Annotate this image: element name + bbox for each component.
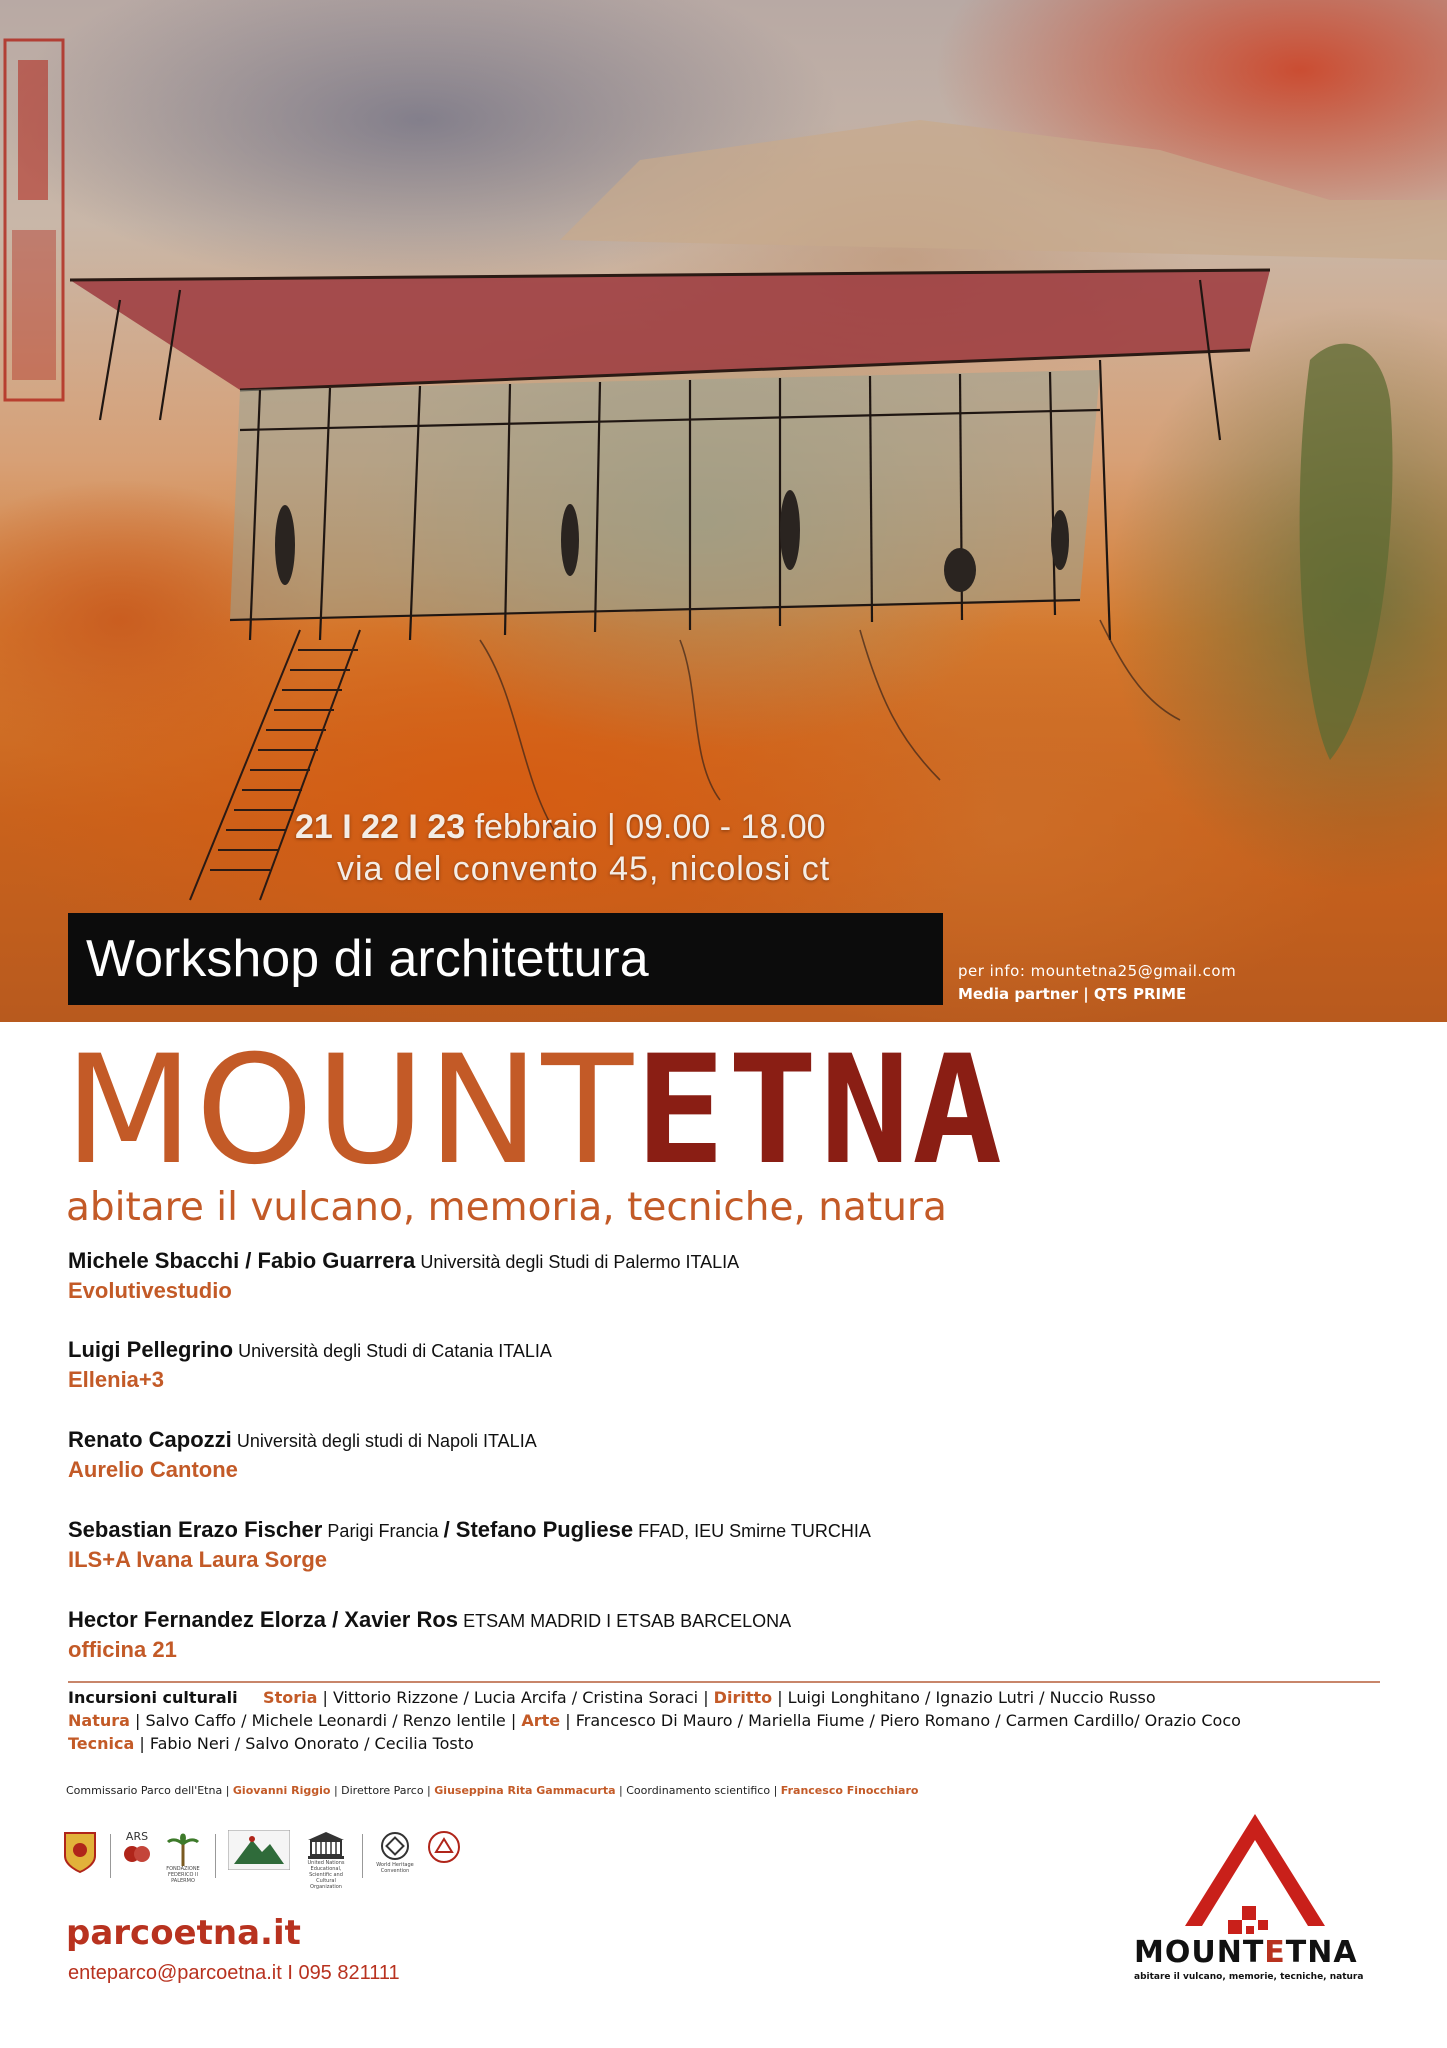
culture-cat-storia: Storia [263, 1688, 318, 1707]
culture-cat-natura: Natura [68, 1711, 130, 1730]
info-email[interactable]: per info: mountetna25@gmail.com [958, 962, 1237, 980]
world-heritage-logo [375, 1830, 415, 1874]
workshop-title: Workshop di architettura [86, 930, 649, 988]
participant-entry [68, 1607, 791, 1663]
brand-word-c: TNA [1285, 1935, 1358, 1970]
culture-label: Incursioni culturali [68, 1688, 238, 1707]
tree [1300, 344, 1393, 760]
participant-studio: ILS+A Ivana Laura Sorge [68, 1547, 327, 1572]
participant-affiliation: Università degli studi di Napoli ITALIA [236, 1431, 537, 1451]
unesco-logo [302, 1830, 350, 1890]
credits-line [66, 1784, 918, 1797]
participant-affiliation: Università degli Studi di Catania ITALIA [238, 1341, 552, 1361]
participant-affiliation: Università degli Studi di Palermo ITALIA [420, 1252, 740, 1272]
heritage-seal-logo [427, 1830, 461, 1864]
culture-row-2 [68, 1711, 1241, 1730]
heritage-seal-icon [427, 1830, 461, 1864]
participant-names-second: / Stefano Pugliese [443, 1517, 634, 1542]
unesco-temple-icon [306, 1830, 346, 1860]
event-address: via del convento 45, nicolosi ct [337, 850, 831, 888]
credit-name-2: Giuseppina Rita Gammacurta [434, 1784, 616, 1797]
participant-names: Sebastian Erazo Fischer [68, 1517, 323, 1542]
website-link[interactable]: parcoetna.it [66, 1913, 301, 1953]
hillside [560, 120, 1447, 260]
ars-emblem-icon [123, 1843, 151, 1865]
participant-studio: Aurelio Cantone [68, 1457, 238, 1482]
culture-row-1 [68, 1688, 1156, 1707]
culture-natura-people: | Salvo Caffo / Michele Leonardi / Renzo lentile | [135, 1711, 517, 1730]
participant-entry [68, 1248, 739, 1304]
logo-separator [110, 1834, 111, 1878]
credit-role-1: Commissario Parco dell'Etna | [66, 1784, 230, 1797]
fondazione-caption: FONDAZIONE FEDERICO II PALERMO [166, 1866, 200, 1884]
brand-tagline: abitare il vulcano, memorie, tecniche, natura [1134, 1972, 1364, 1982]
regione-sicilia-logo [62, 1830, 98, 1874]
participant-studio: officina 21 [68, 1637, 177, 1662]
sponsor-logos [62, 1830, 461, 1900]
participant-entry [68, 1427, 537, 1483]
brand-wordmark [1134, 1935, 1358, 1970]
credit-name-1: Giovanni Riggio [232, 1784, 331, 1797]
participant-affiliation: ETSAM MADRID I ETSAB BARCELONA [463, 1611, 792, 1631]
workshop-banner [68, 913, 943, 1005]
stamp-mark [5, 40, 63, 400]
event-hours: | 09.00 - 18.00 [606, 808, 826, 846]
contact-info[interactable]: enteparco@parcoetna.it I 095 821111 [68, 1962, 400, 1984]
participant-affiliation-second: FFAD, IEU Smirne TURCHIA [638, 1521, 871, 1541]
participant-affiliation: Parigi Francia [327, 1521, 439, 1541]
event-days: 21 I 22 I 23 [295, 808, 466, 846]
participant-names: Hector Fernandez Elorza / Xavier Ros [68, 1607, 459, 1632]
media-partner [958, 985, 1186, 1003]
culture-cat-diritto: Diritto [713, 1688, 773, 1707]
credit-role-2: | Direttore Parco | [333, 1784, 431, 1797]
parco-etna-logo [228, 1830, 290, 1870]
credit-name-3: Francesco Finocchiaro [780, 1784, 919, 1797]
culture-cat-tecnica: Tecnica [68, 1734, 135, 1753]
whc-caption: World Heritage Convention [376, 1862, 414, 1874]
participant-entry [68, 1337, 552, 1393]
culture-arte-people: | Francesco Di Mauro / Mariella Fiume / Piero Romano / Carmen Cardillo/ Orazio Coco [565, 1711, 1241, 1730]
culture-diritto-people: | Luigi Longhitano / Ignazio Lutri / Nuccio Russo [777, 1688, 1156, 1707]
sicily-crest-icon [62, 1830, 98, 1874]
unesco-caption: United Nations Educational, Scientific and Cultural Organization [307, 1860, 345, 1890]
palm-icon [166, 1830, 200, 1866]
logo-separator [362, 1834, 363, 1878]
fondazione-logo [163, 1830, 203, 1884]
participant-studio: Ellenia+3 [68, 1367, 165, 1392]
brand-word-e: E [1264, 1935, 1286, 1970]
logo-separator [215, 1834, 216, 1878]
media-partner-label: Media partner [958, 985, 1078, 1003]
main-title [64, 1024, 1005, 1198]
world-heritage-icon [379, 1830, 411, 1862]
participant-names: Michele Sbacchi / Fabio Guarrera [68, 1248, 416, 1273]
participant-names: Luigi Pellegrino [68, 1337, 234, 1362]
brand-word-a: MOUNT [1134, 1935, 1265, 1970]
event-month: febbraio [474, 808, 598, 846]
participant-studio: Evolutivestudio [68, 1278, 232, 1303]
hero-watercolor [0, 0, 1447, 1022]
stairs [190, 630, 360, 900]
participant-entry [68, 1517, 871, 1573]
title-mount: MOUNT [64, 1024, 636, 1198]
credit-role-3: | Coordinamento scientifico | [619, 1784, 778, 1797]
volcano-icon [228, 1830, 290, 1870]
title-etna: ETNA [635, 1024, 1005, 1198]
ars-logo [123, 1830, 151, 1865]
subtitle: abitare il vulcano, memoria, tecniche, natura [66, 1185, 947, 1230]
event-dates [295, 808, 945, 847]
ground-lines [480, 620, 1180, 840]
culture-row-3 [68, 1734, 474, 1753]
culture-cat-arte: Arte [521, 1711, 561, 1730]
ars-label: ARS [125, 1830, 149, 1843]
culture-storia-people: | Vittorio Rizzone / Lucia Arcifa / Cristina Soraci | [322, 1688, 709, 1707]
divider [68, 1681, 1380, 1683]
media-partner-name: | QTS PRIME [1083, 985, 1187, 1003]
participant-names: Renato Capozzi [68, 1427, 232, 1452]
culture-tecnica-people: | Fabio Neri / Salvo Onorato / Cecilia Tosto [139, 1734, 474, 1753]
